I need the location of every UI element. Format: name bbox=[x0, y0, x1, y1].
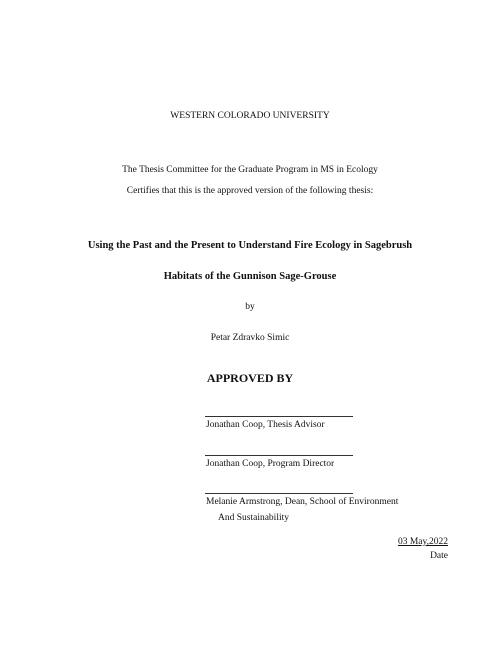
signature-line-3 bbox=[205, 493, 353, 494]
thesis-title-line-1: Using the Past and the Present to Understand Fire Ecology in Sagebrush bbox=[87, 240, 413, 251]
thesis-title-line-2: Habitats of the Gunnison Sage-Grouse bbox=[163, 271, 337, 282]
signature-line-1 bbox=[205, 416, 353, 417]
signatory-dean-continuation: And Sustainability bbox=[218, 513, 289, 523]
committee-statement: The Thesis Committee for the Graduate Program in MS in Ecology bbox=[122, 165, 378, 175]
university-name: WESTERN COLORADO UNIVERSITY bbox=[170, 111, 330, 121]
signature-line-2 bbox=[205, 455, 353, 456]
author-name: Petar Zdravko Simic bbox=[210, 333, 290, 343]
approved-by-heading: APPROVED BY bbox=[206, 371, 294, 385]
signatory-program-director: Jonathan Coop, Program Director bbox=[206, 459, 335, 469]
by-label: by bbox=[245, 302, 255, 312]
certification-statement: Certifies that this is the approved version of the following thesis: bbox=[126, 186, 374, 196]
signatory-dean: Melanie Armstrong, Dean, School of Environment bbox=[206, 497, 399, 507]
signatory-thesis-advisor: Jonathan Coop, Thesis Advisor bbox=[206, 420, 325, 430]
approval-date: 03 May,2022 bbox=[397, 537, 448, 547]
date-label: Date bbox=[430, 551, 448, 561]
